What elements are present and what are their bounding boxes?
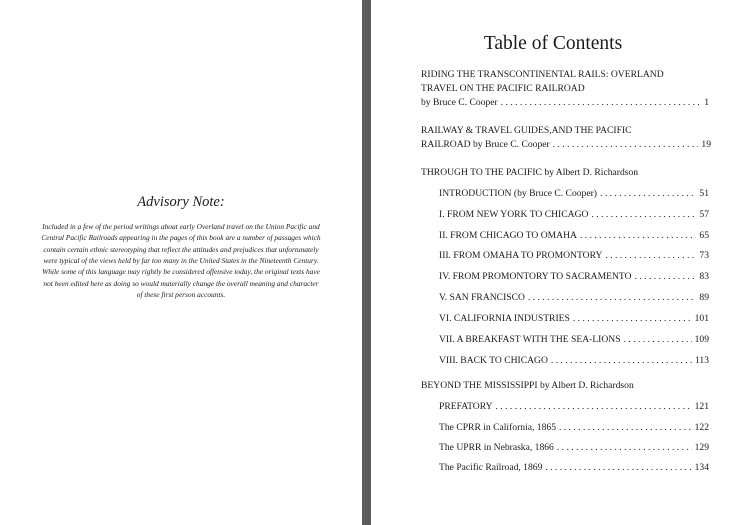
dot-leader [624, 333, 692, 346]
toc-page-number: 19 [701, 139, 711, 150]
dot-leader [501, 96, 701, 109]
toc-page-number: 89 [699, 292, 709, 303]
toc-entry[interactable] [439, 461, 709, 474]
toc-page-number: 83 [699, 271, 709, 282]
toc-entry-label: by Bruce C. Cooper [421, 97, 498, 108]
dot-leader [553, 138, 699, 151]
toc-page-number: 101 [694, 313, 709, 324]
toc-page-number: 73 [699, 250, 709, 261]
toc-entry[interactable] [439, 187, 709, 200]
toc-entry[interactable] [439, 229, 709, 242]
dot-leader [580, 229, 696, 242]
toc-section-heading: BEYOND THE MISSISSIPPI by Albert D. Richardson [421, 380, 634, 391]
toc-section-heading: RIDING THE TRANSCONTINENTAL RAILS: OVERLAND [421, 69, 664, 80]
dot-leader [496, 400, 692, 413]
toc-entry-label: VII. A BREAKFAST WITH THE SEA-LIONS [439, 334, 621, 345]
toc-page-number: 121 [694, 401, 709, 412]
book-gutter [362, 0, 371, 525]
dot-leader [545, 461, 691, 474]
toc-entry[interactable] [439, 249, 709, 262]
toc-entry[interactable] [439, 333, 709, 346]
toc-entry[interactable] [439, 400, 709, 413]
toc-entry-label: INTRODUCTION (by Bruce C. Cooper) [439, 188, 598, 199]
dot-leader [605, 249, 696, 262]
dot-leader [528, 291, 696, 304]
toc-page-number: 109 [694, 334, 709, 345]
toc-entry-label: VI. CALIFORNIA INDUSTRIES [439, 313, 570, 324]
toc-page-number: 129 [694, 442, 709, 453]
toc-section-heading: RAILWAY & TRAVEL GUIDES,AND THE PACIFIC [421, 125, 632, 136]
toc-entry-label: V. SAN FRANCISCO [439, 292, 525, 303]
toc-entry-label: III. FROM OMAHA TO PROMONTORY [439, 250, 603, 261]
dot-leader [635, 270, 697, 283]
dot-leader [559, 421, 692, 434]
toc-page-number: 51 [699, 188, 709, 199]
toc-page-number: 57 [699, 209, 709, 220]
toc-page-number: 65 [699, 230, 709, 241]
toc-entry-label: The Pacific Railroad, 1869 [439, 462, 543, 473]
toc-entry[interactable] [439, 421, 709, 434]
dot-leader [600, 187, 696, 200]
toc-entry-label: I. FROM NEW YORK TO CHICAGO [439, 209, 589, 220]
toc-section-heading: TRAVEL ON THE PACIFIC RAILROAD [421, 83, 585, 94]
advisory-text: Included in a few of the period writings about early Overland travel on the Union Pacific and Central Pacific Railroads appearing in the pages of this book are a number of passages which contain certain ethnic stereotyping that reflect the attitudes and prejudices that unfortunately were typical of the views held by far too many in the United States in the Nineteenth Century. While some of this language may rightly be considered offensive today, the original texts have not been edited here as doing so would materially change the overall meaning and character of these first person accounts. [41, 222, 321, 299]
dot-leader [573, 312, 692, 325]
toc-entry[interactable] [439, 354, 709, 367]
toc-page-number: 122 [694, 422, 709, 433]
toc-entry-label: The CPRR in California, 1865 [439, 422, 556, 433]
left-page [0, 0, 362, 525]
dot-leader [557, 441, 692, 454]
toc-entry[interactable] [439, 441, 709, 454]
toc-entry[interactable] [421, 138, 711, 151]
right-page [371, 0, 735, 525]
toc-page-number: 113 [694, 355, 709, 366]
toc-entry-label: VIII. BACK TO CHICAGO [439, 355, 548, 366]
advisory-note [40, 194, 322, 300]
toc-entry[interactable] [421, 96, 709, 109]
toc-entry-label: II. FROM CHICAGO TO OMAHA [439, 230, 577, 241]
toc-entry[interactable] [439, 208, 709, 221]
advisory-title: Advisory Note: [137, 194, 225, 210]
toc-entry[interactable] [439, 291, 709, 304]
toc-title: Table of Contents [483, 33, 623, 54]
toc-entry[interactable] [439, 270, 709, 283]
toc-page-number: 1 [704, 97, 709, 108]
toc-entry[interactable] [439, 312, 709, 325]
toc-entry-label: RAILROAD by Bruce C. Cooper [421, 139, 550, 150]
toc-entry-label: PREFATORY [439, 401, 493, 412]
dot-leader [591, 208, 696, 221]
toc-page-number: 134 [694, 462, 709, 473]
toc-section-heading: THROUGH TO THE PACIFIC by Albert D. Richardson [421, 167, 639, 178]
dot-leader [551, 354, 692, 367]
toc-entry-label: The UPRR in Nebraska, 1866 [439, 442, 554, 453]
toc-entry-label: IV. FROM PROMONTORY TO SACRAMENTO [439, 271, 632, 282]
